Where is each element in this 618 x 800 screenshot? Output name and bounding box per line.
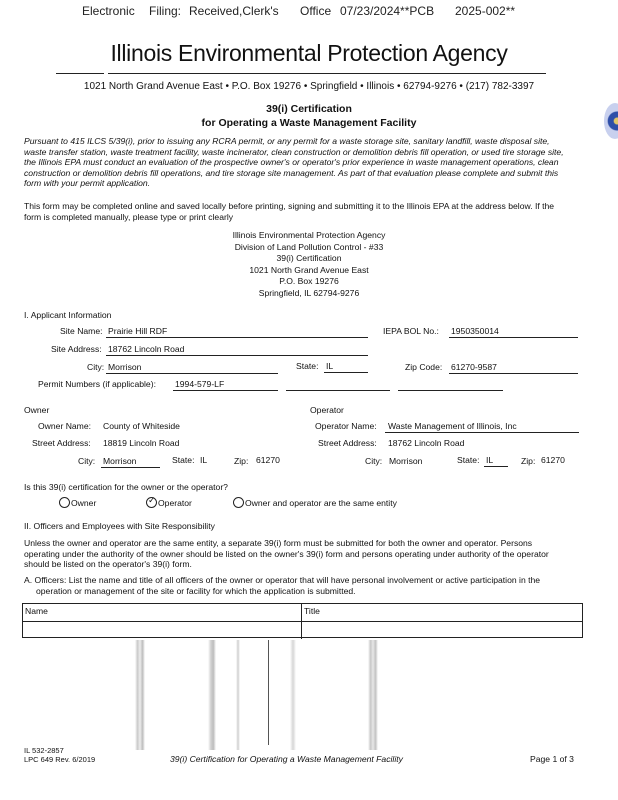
owner-zip-label: Zip: <box>234 456 249 466</box>
permit-line-3 <box>398 390 503 391</box>
zip-line <box>449 373 578 374</box>
owner-state-field[interactable]: IL <box>200 455 208 465</box>
city-label: City: <box>87 362 105 372</box>
owner-state-label: State: <box>172 455 195 465</box>
col-title-header: Title <box>304 606 320 616</box>
agency-title: Illinois Environmental Protection Agency <box>110 40 508 66</box>
intro-paragraph: Pursuant to 415 ILCS 5/39(i), prior to issuing any RCRA permit, or any permit for a waste storage site, sanitary landfill, waste disposal site, waste transfer station, waste treatment facility, waste incinerator, clean construction or demolition debris fill operation, or used tire storage site, the Illinois EPA must conduct an evaluation of the prospective owner's or operator's prior experience in waste management operations, clean construction or demolition debris fill operations, and tire storage site management. As part of that evaluation please complete and submit this form with your permit application. <box>24 136 564 189</box>
owner-city-field[interactable]: Morrison <box>103 456 137 466</box>
officers-table <box>22 603 583 638</box>
footer-code-2: LPC 649 Rev. 6/2019 <box>24 754 96 764</box>
permit-field[interactable]: 1994-579-LF <box>175 379 225 389</box>
radio-owner-label: Owner <box>71 498 97 508</box>
radio-same-entity[interactable] <box>233 497 397 508</box>
stamp-office: Office <box>300 4 332 18</box>
bol-field[interactable]: 1950350014 <box>451 326 499 336</box>
mail-line: Division of Land Pollution Control - #33 <box>234 241 384 252</box>
table-col-divider <box>301 604 302 639</box>
officers-section-title: II. Officers and Employees with Site Responsibility <box>24 521 215 531</box>
permit-label: Permit Numbers (if applicable): <box>38 379 156 389</box>
owner-city-line <box>101 467 160 468</box>
operator-name-field[interactable]: Waste Management of Illinois, Inc <box>388 421 517 431</box>
applicant-section-title: I. Applicant Information <box>24 310 112 320</box>
permit-line-2 <box>286 390 390 391</box>
stamp-filing: Filing: <box>149 4 182 18</box>
scan-artifact <box>208 640 216 750</box>
checkmark-icon: ✓ <box>148 495 156 505</box>
scan-artifact <box>290 640 296 750</box>
operator-zip-field[interactable]: 61270 <box>541 455 565 465</box>
operator-city-field[interactable]: Morrison <box>389 456 423 466</box>
mail-line: Illinois Environmental Protection Agency <box>232 230 386 240</box>
radio-operator-icon <box>146 497 157 508</box>
site-address-line <box>106 355 368 356</box>
certification-question: Is this 39(i) certification for the owner or the operator? <box>24 482 228 492</box>
stamp-docket: 2025-002** <box>455 4 516 18</box>
bol-line <box>449 337 578 338</box>
operator-zip-label: Zip: <box>521 456 536 466</box>
site-name-field[interactable]: Prairie Hill RDF <box>108 326 168 336</box>
col-name-header: Name <box>25 606 48 616</box>
radio-owner[interactable] <box>59 497 96 508</box>
operator-street-field[interactable]: 18762 Lincoln Road <box>388 438 465 448</box>
site-name-line <box>106 337 368 338</box>
zip-field[interactable]: 61270-9587 <box>451 362 497 372</box>
header-rule-left <box>56 73 104 74</box>
operator-state-field[interactable]: IL <box>486 455 494 465</box>
operator-name-label: Operator Name: <box>315 421 377 431</box>
operator-heading: Operator <box>310 405 344 415</box>
scan-artifact <box>368 640 378 750</box>
footer-form-title: 39(i) Certification for Operating a Waste Management Facility <box>170 754 403 764</box>
mail-line: 39(i) Certification <box>276 253 342 263</box>
radio-same-entity-label: Owner and operator are the same entity <box>245 498 397 508</box>
bol-label: IEPA BOL No.: <box>383 326 439 336</box>
footer-page-number: Page 1 of 3 <box>530 754 574 764</box>
site-name-label: Site Name: <box>60 326 103 336</box>
operator-state-line <box>484 466 508 467</box>
state-label: State: <box>296 361 319 371</box>
radio-owner-icon <box>59 497 70 508</box>
state-line <box>324 372 368 373</box>
operator-street-label: Street Address: <box>318 438 377 448</box>
stamp-electronic: Electronic <box>82 4 135 18</box>
site-address-label: Site Address: <box>51 344 102 354</box>
form-title-1: 39(i) Certification <box>266 103 352 115</box>
operator-state-label: State: <box>457 455 480 465</box>
city-line <box>106 373 278 374</box>
table-row-divider <box>23 621 582 622</box>
footer-code-1: IL 532-2857 <box>24 746 64 755</box>
owner-street-label: Street Address: <box>32 438 91 448</box>
zip-label: Zip Code: <box>405 362 443 372</box>
state-field[interactable]: IL <box>326 361 334 371</box>
scan-artifact <box>135 640 145 750</box>
footer-codes <box>24 747 95 764</box>
mail-to-block <box>0 230 618 299</box>
scan-artifact <box>236 640 240 750</box>
operator-name-line <box>385 432 579 433</box>
radio-same-entity-icon <box>233 497 244 508</box>
mail-line: 1021 North Grand Avenue East <box>249 264 369 275</box>
scan-artifact <box>268 640 269 745</box>
radio-operator[interactable] <box>146 497 192 508</box>
stamp-received: Received,Clerk's <box>189 4 279 18</box>
city-field[interactable]: Morrison <box>108 362 142 372</box>
form-title-2: for Operating a Waste Management Facility <box>201 117 417 129</box>
mail-line: Springfield, IL 62794-9276 <box>258 287 360 298</box>
permit-line-1 <box>173 390 278 391</box>
officers-paragraph: Unless the owner and operator are the same entity, a separate 39(i) form must be submitted for both the owner and operator. Persons operating under the authority of the owner should be listed on the owner's 39(i) form and persons operating under authority of the operator should be listed on the operator's 39(i) form. <box>24 538 549 570</box>
stamp-date: 07/23/2024**PCB <box>340 4 435 18</box>
site-address-field[interactable]: 18762 Lincoln Road <box>108 344 185 354</box>
operator-city-label: City: <box>365 456 383 466</box>
owner-zip-field[interactable]: 61270 <box>256 455 280 465</box>
mail-line: P.O. Box 19276 <box>279 276 339 286</box>
agency-address: 1021 North Grand Avenue East • P.O. Box 19276 • Springfield • Illinois • 62794-9276 • (217) 782-3397 <box>83 81 535 92</box>
instructions-paragraph: This form may be completed online and saved locally before printing, signing and submitting it to the Illinois EPA at the address below. If the form is completed manually, please type or print clearly <box>24 201 555 222</box>
radio-operator-label: Operator <box>158 498 192 508</box>
owner-name-label: Owner Name: <box>38 421 92 431</box>
owner-heading: Owner <box>24 405 50 415</box>
officers-item-a: A. Officers: List the name and title of all officers of the owner or operator that will have personal involvement or active participation in the operation or management of the site or facility for which the application is submitted. <box>24 575 541 596</box>
owner-city-label: City: <box>78 456 96 466</box>
header-rule <box>108 73 546 74</box>
owner-street-field[interactable]: 18819 Lincoln Road <box>103 438 180 448</box>
owner-name-field[interactable]: County of Whiteside <box>103 421 180 431</box>
